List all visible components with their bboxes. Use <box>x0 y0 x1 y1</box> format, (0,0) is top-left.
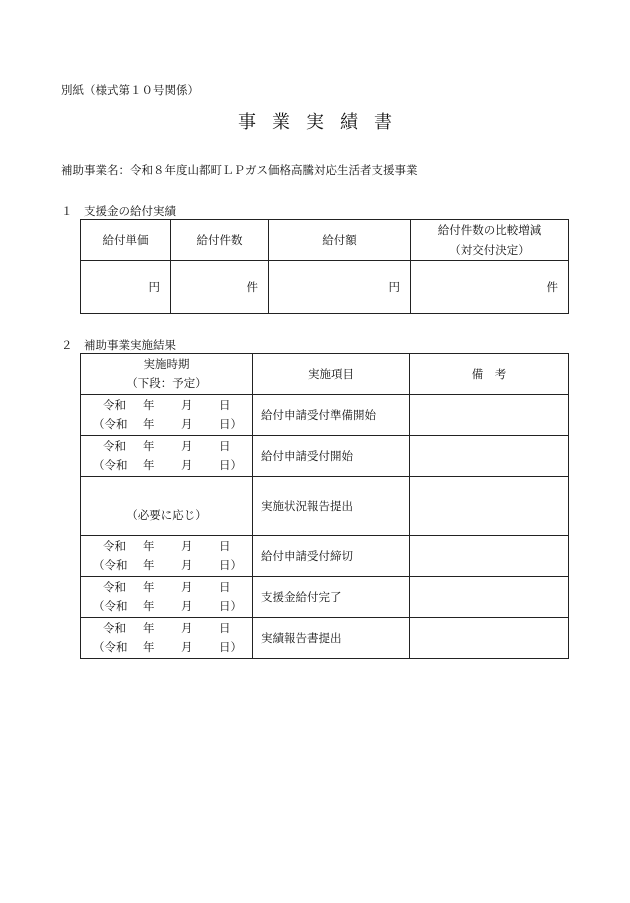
table-header-row <box>81 220 569 261</box>
remarks-cell[interactable] <box>410 536 569 577</box>
date-actual: 令和 年 月 日 <box>103 539 231 553</box>
date-actual: 令和 年 月 日 <box>103 439 231 453</box>
table-row <box>81 618 569 659</box>
table-row <box>81 536 569 577</box>
header-count-change-line1: 給付件数の比較増減 <box>437 223 542 237</box>
date-actual: 令和 年 月 日 <box>103 398 231 412</box>
remarks-cell[interactable] <box>410 618 569 659</box>
remarks-cell[interactable] <box>410 395 569 436</box>
date-planned: （令和 年 月 日） <box>93 458 242 472</box>
implementation-results-table <box>80 353 569 659</box>
document-title: 事業実績書 <box>238 112 408 133</box>
date-planned: （令和 年 月 日） <box>93 417 242 431</box>
count-change-cell[interactable]: 件 <box>411 261 569 314</box>
item-cell: 給付申請受付締切 <box>253 536 410 577</box>
date-planned: （令和 年 月 日） <box>93 599 242 613</box>
item-cell: 実施状況報告提出 <box>253 477 410 536</box>
header-count-change <box>411 220 569 261</box>
table-header-row <box>81 354 569 395</box>
header-count: 給付件数 <box>171 220 269 261</box>
item-cell: 支援金給付完了 <box>253 577 410 618</box>
table-row <box>81 477 569 536</box>
header-unit-price: 給付単価 <box>81 220 171 261</box>
date-actual: 令和 年 月 日 <box>103 621 231 635</box>
benefit-results-table <box>80 219 569 314</box>
project-name: 補助事業名：令和８年度山都町ＬＰガス価格高騰対応生活者支援事業 <box>61 163 418 177</box>
date-planned: （令和 年 月 日） <box>93 558 242 572</box>
date-actual: 令和 年 月 日 <box>103 580 231 594</box>
header-item: 実施項目 <box>253 354 410 395</box>
remarks-cell[interactable] <box>410 436 569 477</box>
table-row <box>81 436 569 477</box>
period-cell[interactable] <box>81 618 253 659</box>
count-cell[interactable]: 件 <box>171 261 269 314</box>
header-count-change-line2: （対交付決定） <box>449 243 530 257</box>
item-cell: 給付申請受付開始 <box>253 436 410 477</box>
section2-heading: ２ 補助事業実施結果 <box>61 338 176 352</box>
table-row <box>81 395 569 436</box>
form-label: 別紙（様式第１０号関係） <box>61 83 199 97</box>
period-cell[interactable] <box>81 577 253 618</box>
period-cell[interactable]: （必要に応じ） <box>81 477 253 536</box>
item-cell: 実績報告書提出 <box>253 618 410 659</box>
period-cell[interactable] <box>81 536 253 577</box>
table-row <box>81 261 569 314</box>
date-planned: （令和 年 月 日） <box>93 640 242 654</box>
remarks-cell[interactable] <box>410 477 569 536</box>
header-amount: 給付額 <box>269 220 411 261</box>
header-remarks: 備 考 <box>410 354 569 395</box>
header-period <box>81 354 253 395</box>
amount-cell[interactable]: 円 <box>269 261 411 314</box>
period-cell[interactable] <box>81 436 253 477</box>
header-period-note: （下段：予定） <box>126 376 207 390</box>
section1-heading: １ 支援金の給付実績 <box>61 204 176 218</box>
table-row <box>81 577 569 618</box>
unit-price-cell[interactable]: 円 <box>81 261 171 314</box>
header-period-label: 実施時期 <box>143 357 190 371</box>
period-cell[interactable] <box>81 395 253 436</box>
item-cell: 給付申請受付準備開始 <box>253 395 410 436</box>
remarks-cell[interactable] <box>410 577 569 618</box>
